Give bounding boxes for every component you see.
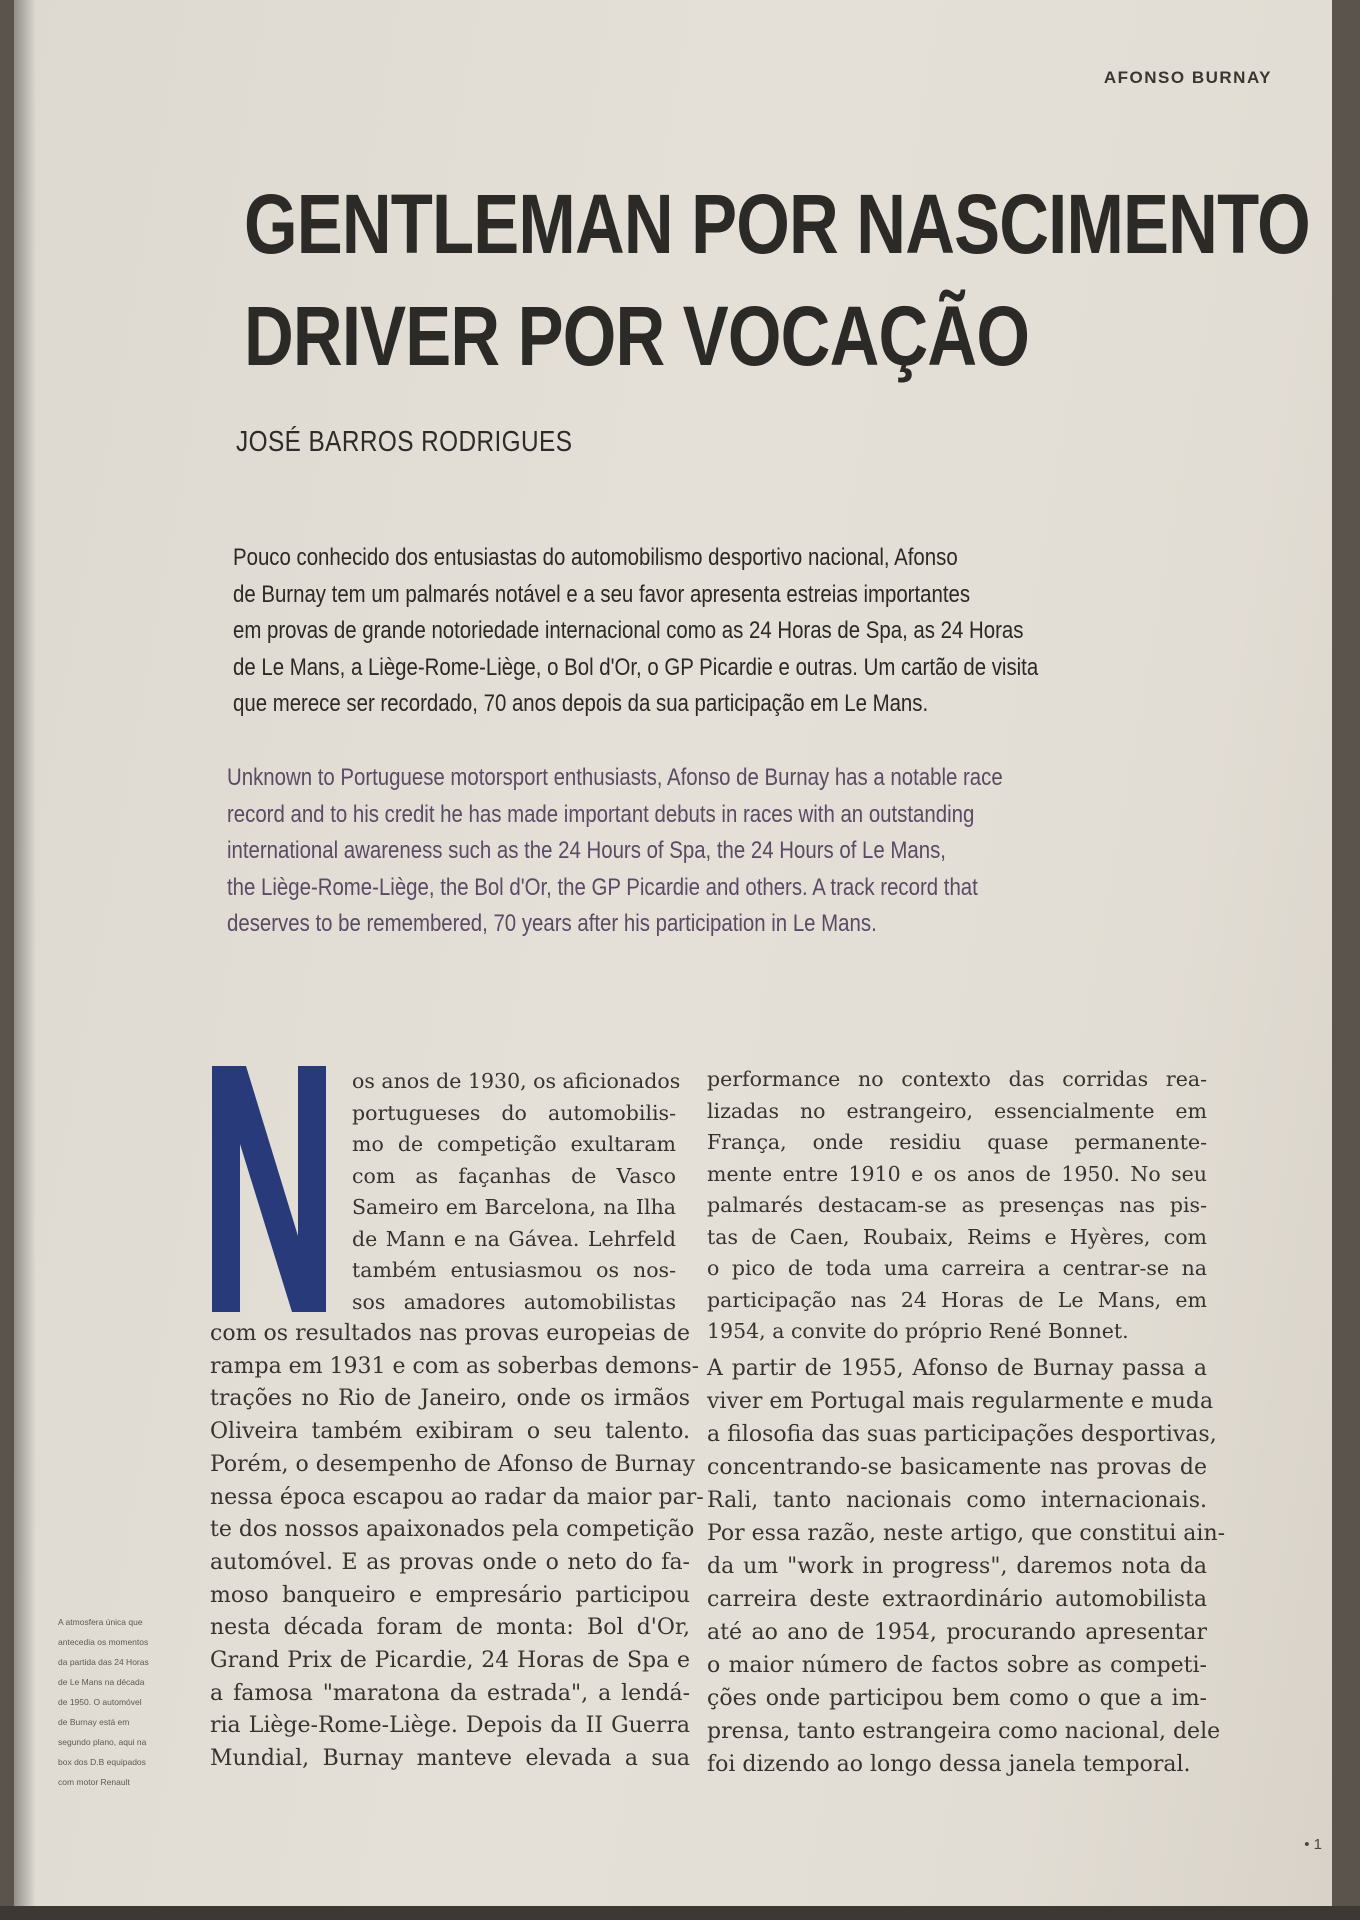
page-number: • 1 — [1304, 1836, 1322, 1853]
body-line: Porém, o desempenho de Afonso de Burnay — [210, 1451, 696, 1477]
lead-line: record and to his credit he has made important debuts in races with an outstanding — [227, 800, 975, 828]
magazine-page — [14, 0, 1332, 1910]
body-line: rampa em 1931 e com as soberbas demons- — [210, 1353, 700, 1379]
caption-line: box dos D.B equipados — [58, 1757, 146, 1767]
body-line: moso banqueiro e empresário participou — [210, 1582, 690, 1608]
body-line: Por essa razão, neste artigo, que constitui ain- — [707, 1521, 1226, 1546]
body-column-2-top — [707, 1064, 1207, 1348]
body-line: de Mann e na Gávea. Lehrfeld — [352, 1226, 676, 1251]
body-line: lizadas no estrangeiro, essencialmente em — [707, 1098, 1207, 1123]
lead-line: international awareness such as the 24 Hours of Spa, the 24 Hours of Le Mans, — [227, 837, 946, 864]
body-line: Grand Prix de Picardie, 24 Horas de Spa e — [210, 1648, 690, 1674]
lead-line: the Liège-Rome-Liège, the Bol d'Or, the GP Picardie and others. A track record that — [227, 873, 978, 901]
running-head: AFONSO BURNAY — [1103, 68, 1272, 87]
body-line: tas de Caen, Roubaix, Reims e Hyères, com — [707, 1224, 1207, 1249]
body-line: 1954, a convite do próprio René Bonnet. — [707, 1319, 1129, 1343]
spine-shadow — [14, 0, 36, 1910]
body-line: até ao ano de 1954, procurando apresentar — [707, 1620, 1207, 1645]
body-column-1 — [210, 1318, 704, 1776]
title-line-1: GENTLEMAN POR NASCIMENTO — [244, 177, 1310, 271]
body-line: portugueses do automobilis- — [352, 1100, 676, 1125]
body-line: a famosa "maratona da estrada", a lendá- — [210, 1680, 690, 1706]
caption-line: com motor Renault — [58, 1777, 130, 1787]
body-line: te dos nossos apaixonados pela competição — [210, 1517, 695, 1543]
body-column-2 — [707, 1352, 1226, 1781]
bottom-edge-shadow — [0, 1906, 1360, 1920]
body-line: Mundial, Burnay manteve elevada a sua — [210, 1746, 690, 1772]
caption-line: de Le Mans na década — [58, 1677, 145, 1687]
body-line: também entusiasmou os nos- — [352, 1258, 676, 1282]
drop-cap — [212, 1066, 326, 1312]
title-line-2: DRIVER POR VOCAÇÃO — [244, 289, 1030, 383]
body-line: o maior número de factos sobre as competi- — [707, 1653, 1207, 1678]
body-line: mente entre 1910 e os anos de 1950. No seu — [707, 1161, 1207, 1186]
body-line: da um "work in progress", daremos nota da — [707, 1554, 1207, 1579]
body-line: carreira deste extraordinário automobilista — [707, 1587, 1207, 1612]
lead-line: Pouco conhecido dos entusiastas do automobilismo desportivo nacional, Afonso — [233, 544, 958, 571]
body-line: sos amadores automobilistas — [352, 1289, 676, 1314]
body-line: os anos de 1930, os aficionados — [352, 1069, 681, 1093]
body-line: com os resultados nas provas europeias de — [210, 1321, 690, 1346]
body-line: nessa época escapou ao radar da maior par- — [210, 1484, 704, 1510]
body-line: ções onde participou bem como o que a im- — [707, 1686, 1207, 1711]
body-line: performance no contexto das corridas rea- — [707, 1067, 1207, 1091]
caption-line: A atmosfera única que — [58, 1617, 143, 1627]
body-line: ria Liège-Rome-Liège. Depois da II Guerra — [210, 1713, 690, 1739]
lead-line: em provas de grande notoriedade internacional como as 24 Horas de Spa, as 24 Horas — [233, 617, 1024, 644]
body-line: viver em Portugal mais regularmente e muda — [707, 1389, 1214, 1414]
caption-line: segundo plano, aqui na — [58, 1737, 147, 1747]
lead-english — [227, 760, 1003, 943]
body-line: trações no Rio de Janeiro, onde os irmãos — [210, 1386, 690, 1412]
caption-line: de 1950. O automóvel — [58, 1697, 142, 1707]
body-line: concentrando-se basicamente nas provas de — [707, 1455, 1207, 1480]
lead-portuguese — [233, 540, 1039, 723]
body-line: nesta década foram de monta: Bol d'Or, — [210, 1615, 690, 1641]
lead-line: deserves to be remembered, 70 years after his participation in Le Mans. — [227, 910, 877, 937]
body-line: palmarés destacam-se as presenças nas pis- — [707, 1193, 1207, 1217]
body-line: a filosofia das suas participações desportivas, — [707, 1422, 1217, 1447]
body-line: França, onde residiu quase permanente- — [707, 1130, 1207, 1154]
author-byline: JOSÉ BARROS RODRIGUES — [236, 426, 573, 458]
article-title — [244, 168, 1310, 392]
body-line: prensa, tanto estrangeira como nacional, dele — [707, 1719, 1221, 1744]
body-line: com as façanhas de Vasco — [352, 1163, 676, 1188]
lead-line: Unknown to Portuguese motorsport enthusiasts, Afonso de Burnay has a notable race — [227, 764, 1003, 791]
caption-line: de Burnay está em — [58, 1717, 130, 1727]
lead-line: de Burnay tem um palmarés notável e a seu favor apresenta estreias importantes — [233, 580, 971, 608]
body-line: participação nas 24 Horas de Le Mans, em — [707, 1287, 1207, 1312]
body-line: Rali, tanto nacionais como internacionais. — [707, 1488, 1207, 1513]
lead-line: de Le Mans, a Liège-Rome-Liège, o Bol d'Or, o GP Picardie e outras. Um cartão de visita — [233, 653, 1039, 681]
body-line: Sameiro em Barcelona, na Ilha — [352, 1195, 676, 1219]
body-line: o pico de toda uma carreira a centrar-se na — [707, 1256, 1207, 1280]
body-line: mo de competição exultaram — [352, 1132, 676, 1156]
caption-line: da partida das 24 Horas — [58, 1657, 149, 1667]
lead-line: que merece ser recordado, 70 anos depois da sua participação em Le Mans. — [233, 690, 929, 717]
photo-caption — [58, 1612, 168, 1792]
body-line: Oliveira também exibiram o seu talento. — [210, 1419, 690, 1445]
body-line: A partir de 1955, Afonso de Burnay passa a — [707, 1356, 1207, 1381]
body-line: foi dizendo ao longo dessa janela temporal. — [707, 1752, 1191, 1777]
caption-line: antecedia os momentos — [58, 1637, 149, 1647]
body-column-1-top — [352, 1066, 681, 1318]
body-line: automóvel. E as provas onde o neto do fa- — [210, 1549, 690, 1575]
